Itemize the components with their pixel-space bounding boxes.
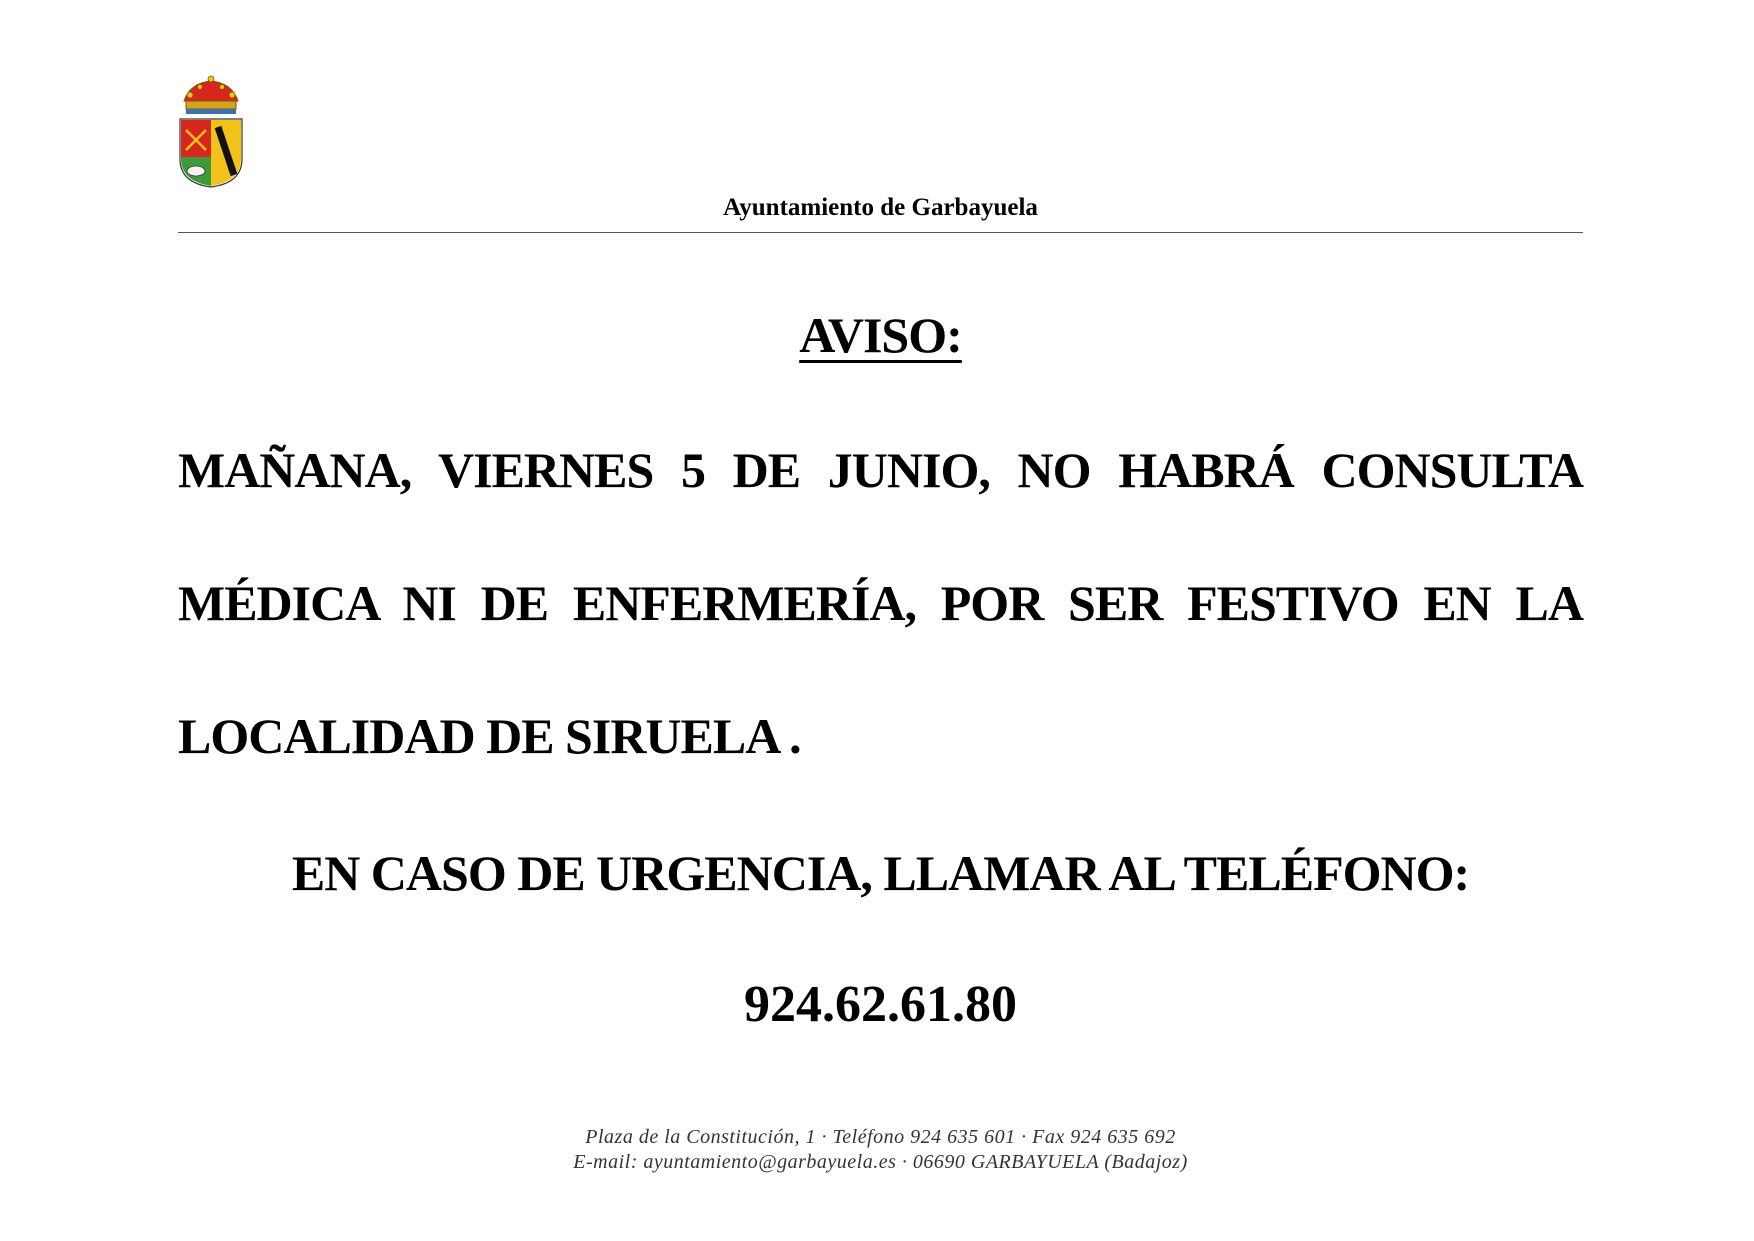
crown-icon xyxy=(184,76,238,114)
municipal-coat-of-arms xyxy=(176,75,246,189)
notice-heading-text: AVISO: xyxy=(799,307,962,363)
header-divider xyxy=(178,232,1583,233)
footer-contact: E-mail: ayuntamiento@garbayuela.es · 06690 GARBAYUELA (Badajoz) xyxy=(573,1151,1188,1173)
notice-body-line-2: MÉDICA NI DE ENFERMERÍA, POR SER FESTIVO EN LA xyxy=(178,575,1583,631)
urgency-instruction: EN CASO DE URGENCIA, LLAMAR AL TELÉFONO: xyxy=(291,845,1470,901)
emergency-phone-number: 924.62.61.80 xyxy=(744,976,1017,1033)
footer-address: Plaza de la Constitución, 1 · Teléfono 924 635 601 · Fax 924 635 692 xyxy=(585,1126,1176,1148)
notice-heading xyxy=(178,305,1583,365)
notice-body-line-3: LOCALIDAD DE SIRUELA . xyxy=(178,708,801,764)
shield-icon xyxy=(180,119,242,187)
header-title: Ayuntamiento de Garbayuela xyxy=(723,194,1038,221)
notice-body-line-1: MAÑANA, VIERNES 5 DE JUNIO, NO HABRÁ CONSULTA xyxy=(178,442,1583,498)
